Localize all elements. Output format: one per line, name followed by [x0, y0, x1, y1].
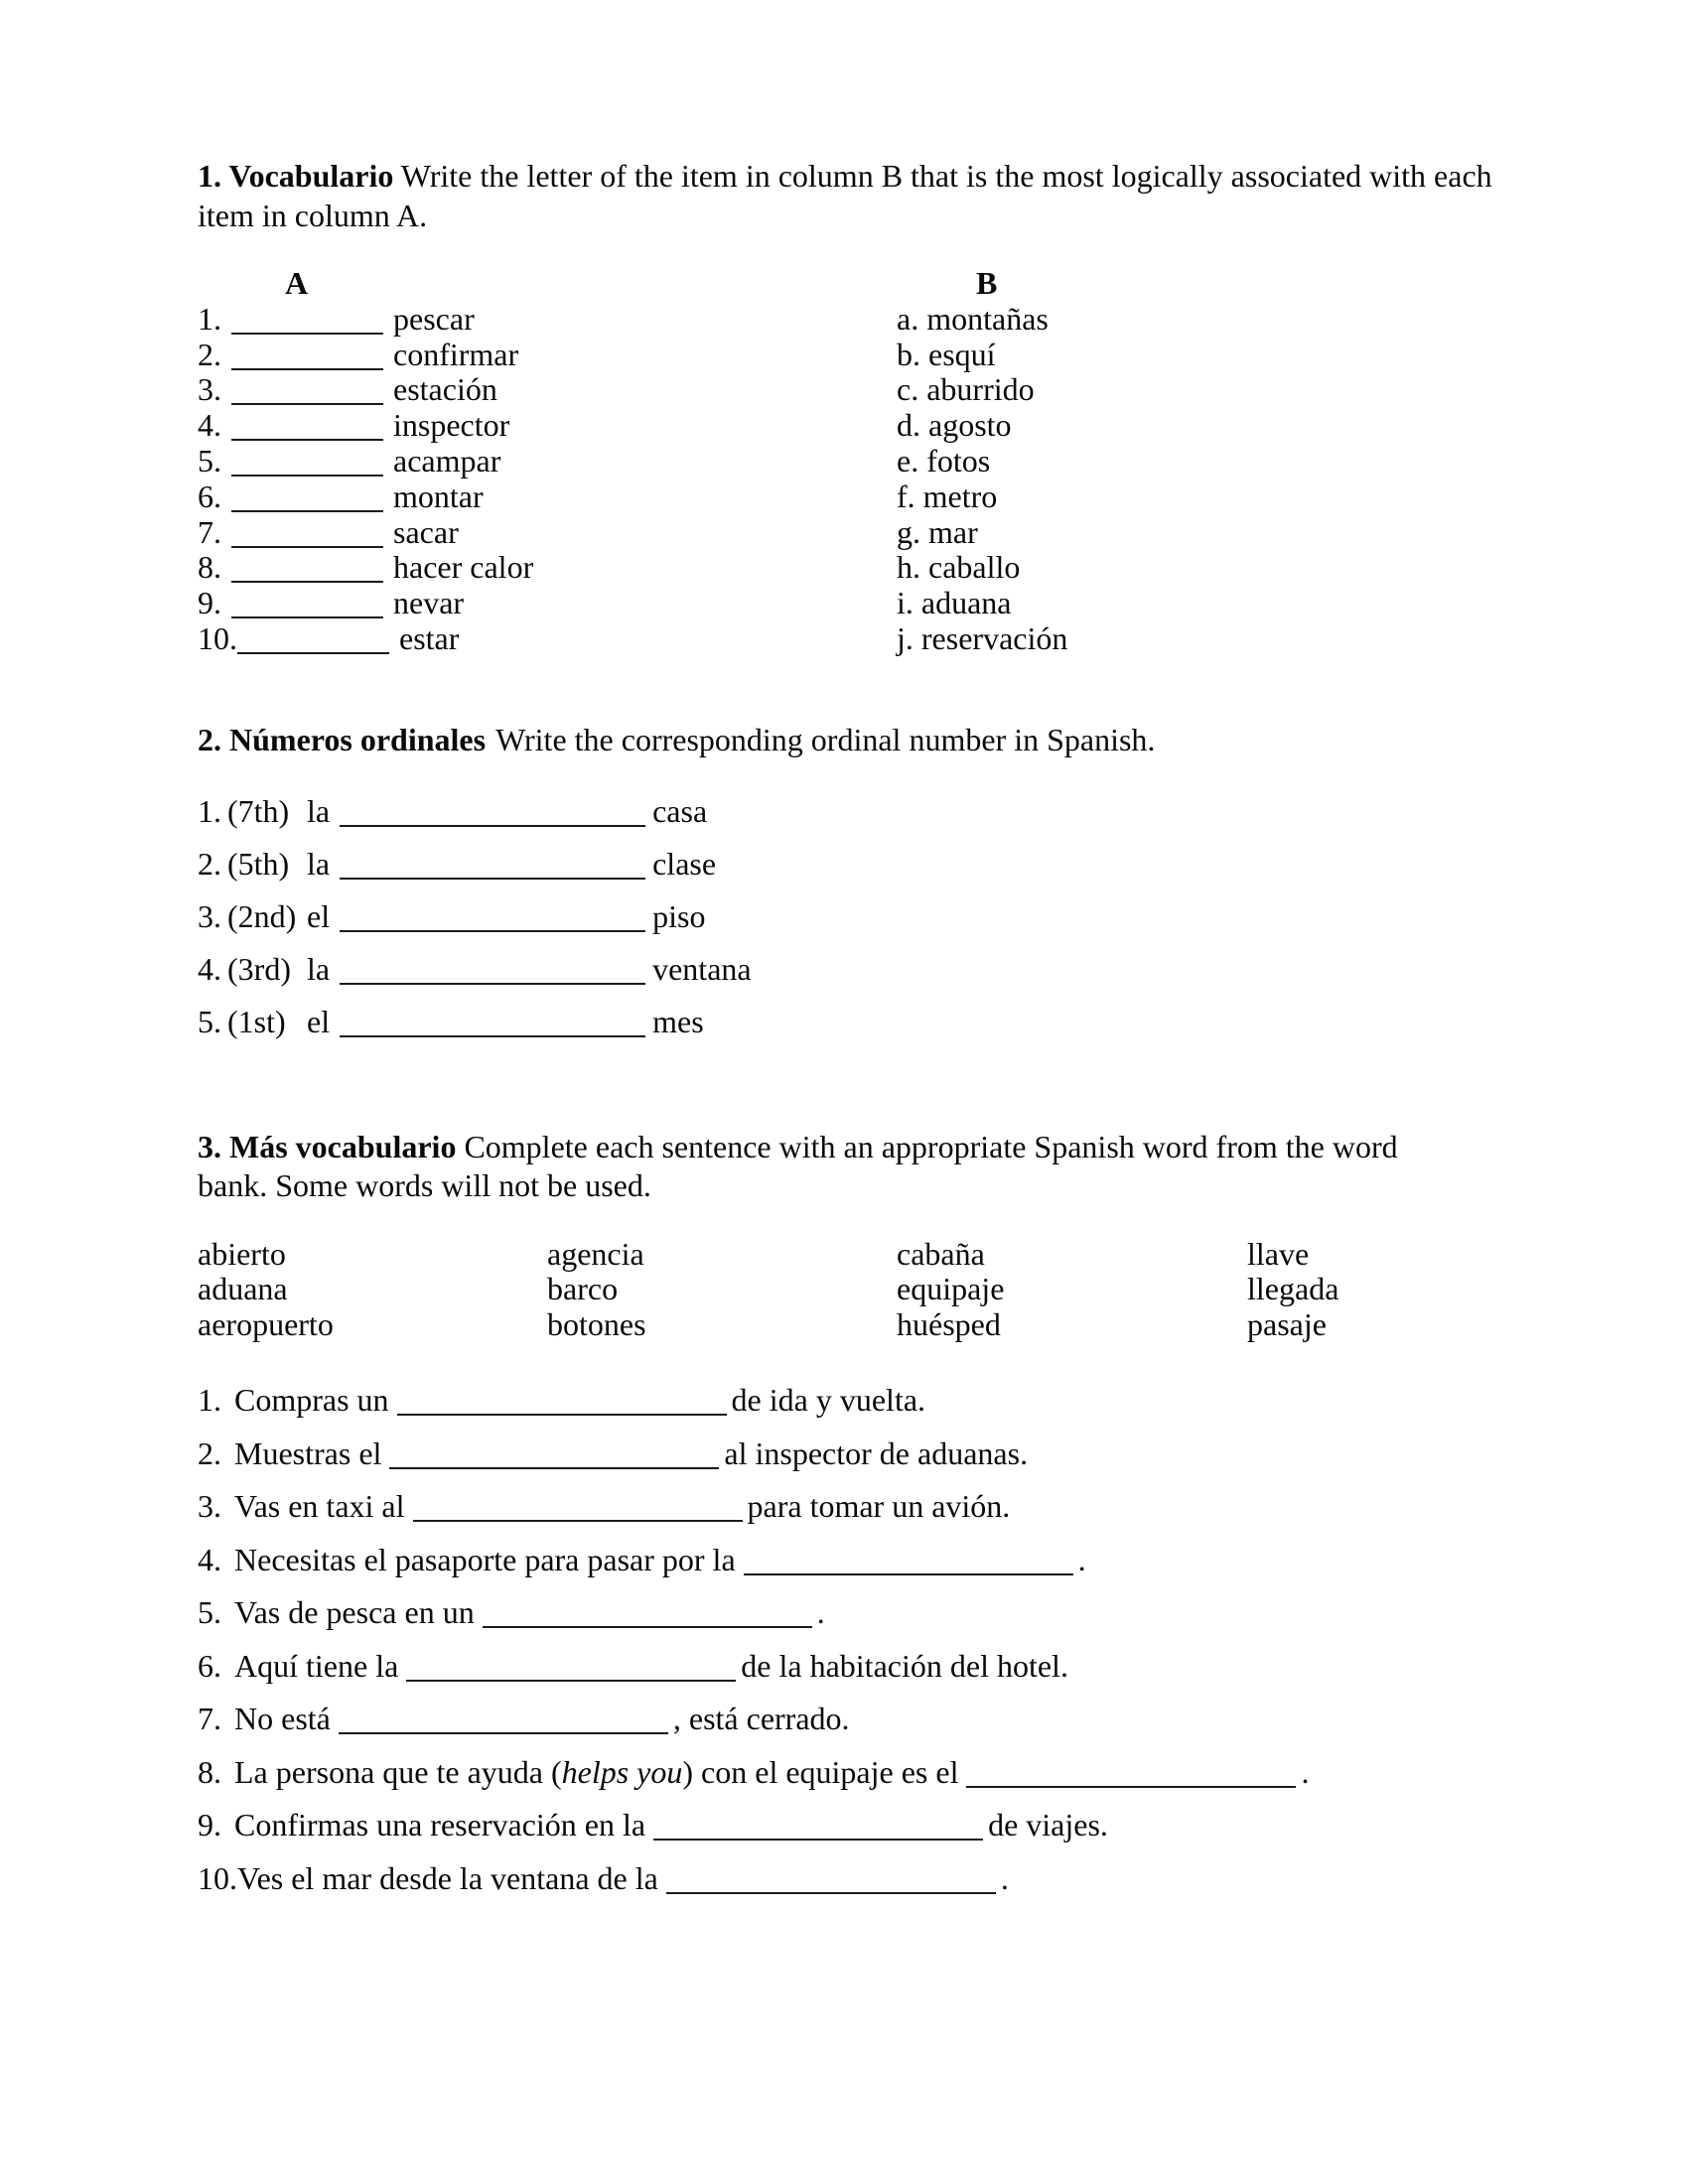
- match-option: [897, 479, 1067, 515]
- match-item: [198, 338, 533, 373]
- match-item: [198, 444, 533, 479]
- match-item: [198, 621, 533, 657]
- item-number: 7.: [198, 513, 221, 550]
- matching-column-b: [897, 266, 1067, 657]
- answer-blank: [340, 801, 645, 827]
- sentence-text-before: Necesitas el pasaporte para pasar por la: [234, 1541, 736, 1577]
- item-word: estación: [393, 371, 497, 408]
- ordinal-list: [198, 785, 752, 1048]
- sentence-text-after: al inspector de aduanas.: [724, 1434, 1029, 1471]
- item-word: piso: [652, 898, 706, 934]
- sentence-row: [198, 1428, 1309, 1481]
- sentence-text-after: de ida y vuelta.: [731, 1382, 926, 1418]
- item-word: ventana: [652, 951, 752, 987]
- answer-blank: [340, 1012, 645, 1037]
- answer-blank: [744, 1550, 1073, 1575]
- word-bank-word: abierto: [198, 1236, 286, 1272]
- answer-blank: [413, 1496, 743, 1522]
- ordinal-item: [198, 996, 752, 1048]
- match-option: [897, 302, 1067, 338]
- section-3-title: 3. Más vocabulario: [198, 1129, 457, 1164]
- item-number: 10.: [198, 619, 237, 656]
- word-bank-word: agencia: [547, 1236, 644, 1272]
- answer-blank: [397, 1390, 727, 1416]
- item-word: nevar: [393, 585, 465, 621]
- sentence-text-before: La persona que te ayuda (: [234, 1753, 562, 1790]
- word-bank-word: cabaña: [897, 1236, 985, 1272]
- match-option: [897, 550, 1067, 586]
- option-letter: j.: [897, 619, 914, 656]
- sentence-text-after: para tomar un avión.: [747, 1488, 1011, 1524]
- option-word: agosto: [928, 407, 1012, 444]
- sentence-text-before: Confirmas una reservación en la: [234, 1807, 646, 1843]
- sentence-number: 4.: [198, 1541, 221, 1577]
- sentence-number: 1.: [198, 1382, 221, 1418]
- word-bank-word: equipaje: [897, 1271, 1005, 1307]
- ordinal-hint: (7th): [227, 793, 290, 829]
- sentence-text-italic: helps you: [561, 1753, 683, 1790]
- item-number: 6.: [198, 478, 221, 514]
- option-letter: a.: [897, 300, 919, 337]
- answer-blank: [966, 1762, 1296, 1788]
- item-number: 5.: [198, 442, 221, 478]
- option-letter: h.: [897, 549, 920, 586]
- match-item: [198, 479, 533, 515]
- option-word: metro: [922, 478, 998, 514]
- sentence-text-after: .: [1077, 1541, 1086, 1577]
- match-item: [198, 408, 533, 444]
- item-number: 2.: [198, 846, 221, 882]
- item-number: 8.: [198, 549, 221, 586]
- answer-blank: [231, 344, 383, 370]
- item-word: acampar: [393, 442, 501, 478]
- column-b-header: B: [976, 265, 998, 301]
- sentence-text-after: de viajes.: [988, 1807, 1108, 1843]
- answer-blank: [653, 1815, 983, 1841]
- sentence-text-after: , está cerrado.: [672, 1701, 850, 1736]
- sentence-text-after: .: [1301, 1753, 1310, 1790]
- section-1-heading: [198, 156, 1508, 235]
- option-letter: g.: [897, 513, 920, 550]
- sentence-number: 10.: [198, 1859, 237, 1896]
- option-letter: c.: [897, 371, 919, 408]
- match-item: [198, 372, 533, 408]
- word-bank-word: huésped: [897, 1305, 1001, 1342]
- section-1-instructions: Write the letter of the item in column B that is the most logically associated with each item in column A.: [198, 158, 1492, 233]
- article: la: [307, 793, 331, 829]
- word-bank-word: aduana: [198, 1271, 288, 1307]
- match-option: [897, 408, 1067, 444]
- item-word: mes: [652, 1004, 704, 1039]
- sentence-text-before: Muestras el: [234, 1434, 382, 1471]
- match-item: [198, 515, 533, 551]
- match-option: [897, 372, 1067, 408]
- answer-blank: [231, 415, 383, 441]
- option-letter: f.: [897, 478, 915, 514]
- item-word: estar: [399, 619, 460, 656]
- answer-blank: [340, 959, 645, 985]
- ordinal-hint: (5th): [227, 846, 290, 882]
- item-number: 4.: [198, 951, 221, 987]
- option-word: aburrido: [926, 371, 1035, 408]
- answer-blank: [406, 1656, 736, 1682]
- section-3-instructions: Complete each sentence with an appropriate Spanish word from the word bank. Some words will not be used.: [198, 1129, 1398, 1203]
- item-number: 1.: [198, 793, 221, 829]
- ordinal-hint: (1st): [227, 1004, 286, 1039]
- sentence-row: [198, 1640, 1309, 1694]
- item-number: 1.: [198, 300, 221, 337]
- section-1-title: 1. Vocabulario: [198, 158, 394, 194]
- match-item: [198, 586, 533, 621]
- word-bank-word: barco: [547, 1271, 619, 1307]
- answer-blank: [231, 522, 383, 548]
- sentence-number: 2.: [198, 1434, 221, 1471]
- option-word: fotos: [926, 442, 991, 478]
- item-word: montar: [393, 478, 484, 514]
- match-option: [897, 586, 1067, 621]
- option-word: aduana: [920, 585, 1012, 621]
- section-2-heading: [198, 720, 1508, 759]
- answer-blank: [231, 379, 383, 405]
- sentence-number: 3.: [198, 1488, 221, 1524]
- section-2-instructions: Write the corresponding ordinal number in Spanish.: [495, 722, 1156, 757]
- answer-blank: [340, 854, 645, 880]
- answer-blank: [231, 557, 383, 583]
- answer-blank: [231, 309, 383, 335]
- answer-blank: [231, 486, 383, 512]
- article: el: [307, 898, 331, 934]
- match-item: [198, 302, 533, 338]
- answer-blank: [339, 1708, 668, 1734]
- option-word: esquí: [928, 336, 996, 372]
- sentence-text-after: de la habitación del hotel.: [741, 1647, 1068, 1684]
- sentence-text-after: .: [1000, 1859, 1009, 1896]
- item-number: 2.: [198, 336, 221, 372]
- article: la: [307, 951, 331, 987]
- sentence-number: 6.: [198, 1647, 221, 1684]
- sentence-text-after: .: [816, 1594, 825, 1630]
- match-option: [897, 621, 1067, 657]
- ordinal-hint: (2nd): [227, 898, 297, 934]
- sentence-row: [198, 1586, 1309, 1640]
- ordinal-item: [198, 838, 752, 890]
- sentence-row: [198, 1746, 1309, 1800]
- sentence-row: [198, 1480, 1309, 1534]
- item-number: 9.: [198, 585, 221, 621]
- item-number: 3.: [198, 898, 221, 934]
- column-a-header: A: [285, 265, 309, 301]
- fill-in-sentences: [198, 1374, 1309, 1905]
- option-letter: i.: [897, 585, 914, 621]
- option-letter: b.: [897, 336, 920, 372]
- word-bank: [198, 1237, 1608, 1342]
- sentence-text-before: Compras un: [234, 1382, 389, 1418]
- option-word: caballo: [928, 549, 1021, 586]
- sentence-row: [198, 1374, 1309, 1428]
- ordinal-hint: (3rd): [227, 951, 291, 987]
- ordinal-item: [198, 890, 752, 943]
- sentence-text-middle: ) con el equipaje es el: [682, 1753, 959, 1790]
- item-word: pescar: [393, 300, 475, 337]
- item-number: 5.: [198, 1004, 221, 1039]
- option-letter: e.: [897, 442, 919, 478]
- article: el: [307, 1004, 331, 1039]
- answer-blank: [389, 1443, 719, 1469]
- answer-blank: [231, 593, 383, 618]
- item-word: clase: [652, 846, 717, 882]
- sentence-row: [198, 1693, 1309, 1746]
- section-3-heading: [198, 1128, 1419, 1205]
- sentence-text-before: Vas en taxi al: [234, 1488, 405, 1524]
- answer-blank: [237, 628, 389, 654]
- item-word: sacar: [393, 513, 459, 550]
- sentence-text-before: Aquí tiene la: [234, 1647, 399, 1684]
- word-bank-word: pasaje: [1247, 1305, 1327, 1342]
- word-bank-word: aeropuerto: [198, 1305, 334, 1342]
- item-number: 3.: [198, 371, 221, 408]
- match-option: [897, 515, 1067, 551]
- word-bank-word: botones: [547, 1305, 646, 1342]
- sentence-text-before: No está: [234, 1701, 331, 1736]
- option-word: mar: [928, 513, 978, 550]
- matching-column-a: [198, 266, 533, 657]
- sentence-number: 8.: [198, 1753, 221, 1790]
- sentence-row: [198, 1534, 1309, 1587]
- match-option: [897, 338, 1067, 373]
- sentence-text-before: Vas de pesca en un: [234, 1594, 475, 1630]
- answer-blank: [340, 906, 645, 932]
- option-word: montañas: [926, 300, 1049, 337]
- match-option: [897, 444, 1067, 479]
- match-item: [198, 550, 533, 586]
- word-bank-word: llegada: [1247, 1271, 1339, 1307]
- item-word: confirmar: [393, 336, 519, 372]
- item-number: 4.: [198, 407, 221, 444]
- answer-blank: [483, 1602, 812, 1628]
- item-word: casa: [652, 793, 708, 829]
- sentence-number: 5.: [198, 1594, 221, 1630]
- ordinal-item: [198, 943, 752, 996]
- item-word: inspector: [393, 407, 510, 444]
- article: la: [307, 846, 331, 882]
- sentence-row: [198, 1799, 1309, 1852]
- option-word: reservación: [920, 619, 1068, 656]
- sentence-text-before: Ves el mar desde la ventana de la: [237, 1859, 658, 1896]
- answer-blank: [231, 451, 383, 477]
- sentence-number: 9.: [198, 1807, 221, 1843]
- sentence-number: 7.: [198, 1701, 221, 1736]
- section-2-title: 2. Números ordinales: [198, 722, 487, 757]
- option-letter: d.: [897, 407, 920, 444]
- sentence-row: [198, 1852, 1309, 1906]
- ordinal-item: [198, 785, 752, 838]
- answer-blank: [666, 1868, 996, 1894]
- word-bank-word: llave: [1247, 1236, 1310, 1272]
- item-word: hacer calor: [393, 549, 534, 586]
